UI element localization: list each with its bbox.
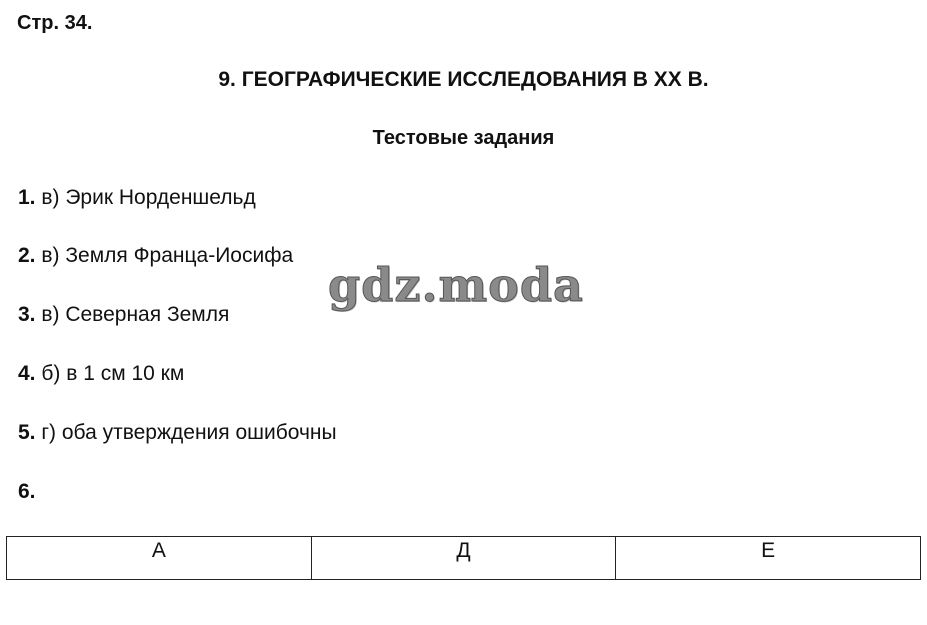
answer-number: 5. <box>18 421 36 444</box>
answer-number: 6. <box>18 480 36 503</box>
answer-number: 3. <box>18 303 36 326</box>
section-title: Тестовые задания <box>372 127 555 149</box>
table-cell: А <box>7 537 312 580</box>
table-row <box>7 537 921 580</box>
answer-item-5 <box>18 421 337 445</box>
answer-text: б) в 1 см 10 км <box>35 362 185 385</box>
chapter-title: 9. ГЕОГРАФИЧЕСКИЕ ИССЛЕДОВАНИЯ В XX В. <box>218 68 709 91</box>
answer-text: в) Земля Франца-Иосифа <box>35 244 294 267</box>
answer-item-4 <box>18 362 184 386</box>
answer-text: в) Эрик Норденшельд <box>35 186 256 209</box>
table-cell: Е <box>616 537 921 580</box>
watermark: gdz.moda <box>328 258 584 312</box>
answer-item-1 <box>18 186 256 210</box>
answer-number: 4. <box>18 362 36 385</box>
page-reference: Стр. 34. <box>17 12 93 34</box>
answer-text: в) Северная Земля <box>35 303 230 326</box>
table-cell: Д <box>311 537 616 580</box>
answer-table <box>6 536 921 580</box>
answer-text: г) оба утверждения ошибочны <box>35 421 337 444</box>
answer-number: 1. <box>18 186 36 209</box>
answer-item-6 <box>18 480 36 504</box>
answer-item-2 <box>18 244 293 268</box>
answer-item-3 <box>18 303 229 327</box>
answer-number: 2. <box>18 244 36 267</box>
